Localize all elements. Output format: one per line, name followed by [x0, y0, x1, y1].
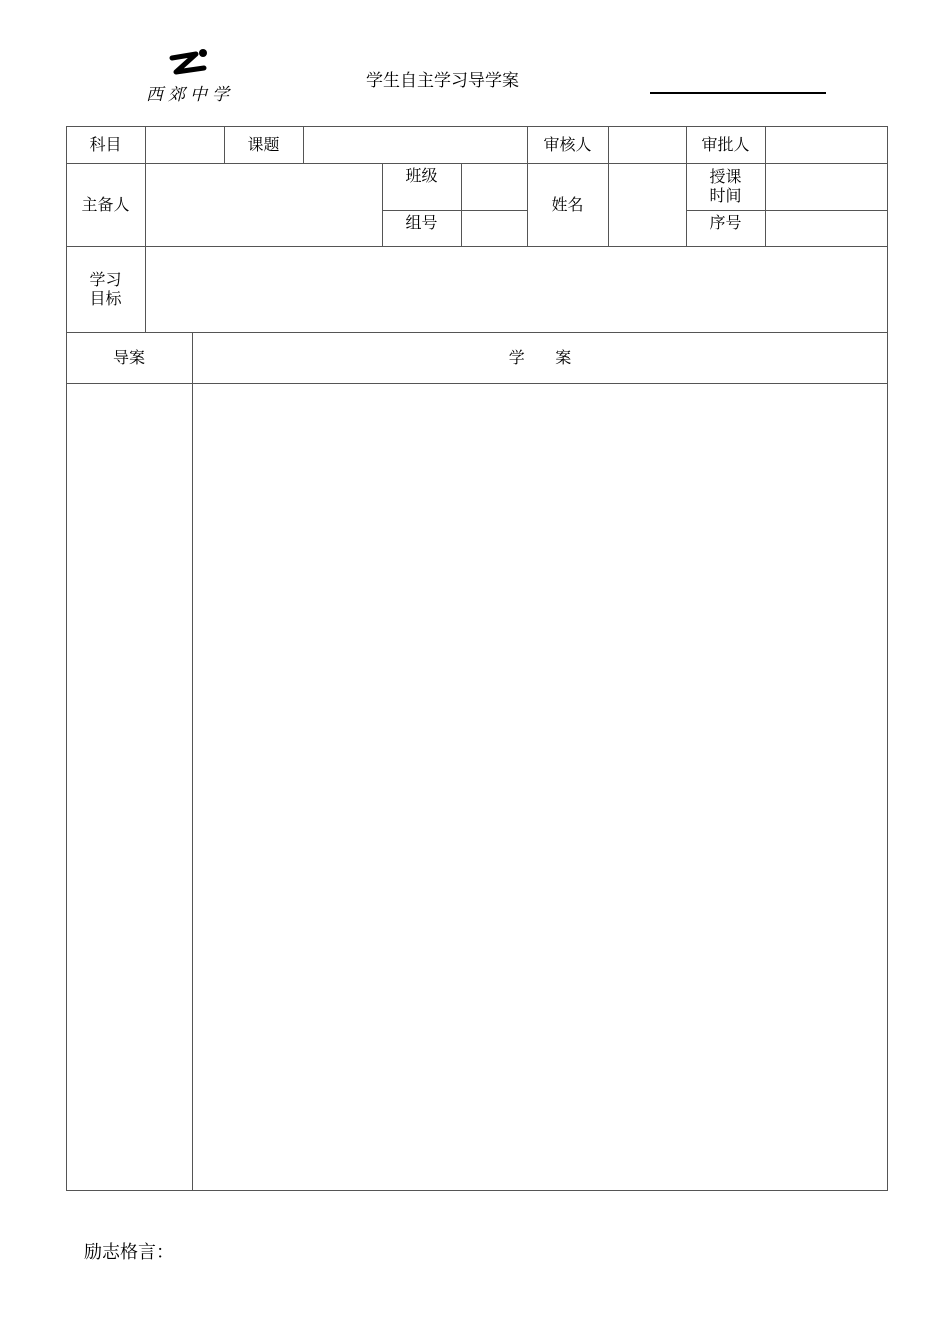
group-label: 组号 [405, 212, 438, 232]
sequence-label: 序号 [709, 212, 742, 232]
topic-label: 课题 [247, 135, 280, 154]
sequence-field[interactable] [765, 210, 888, 246]
motto-label: 励志格言： [84, 1242, 174, 1263]
document-title: 学生自主学习导学案 [366, 71, 519, 91]
title-blank-line[interactable] [650, 92, 826, 94]
subject-label: 科目 [89, 135, 122, 154]
school-name: 西郊中学 [146, 85, 234, 105]
subject-field[interactable] [145, 126, 224, 163]
reviewer-field[interactable] [608, 126, 686, 163]
preparer-field[interactable] [145, 163, 382, 246]
runner-logo-icon [166, 48, 212, 78]
approver-field[interactable] [765, 126, 888, 163]
class-label: 班级 [405, 165, 438, 185]
teach-time-label: 授课 时间 [709, 167, 742, 205]
group-field[interactable] [461, 210, 527, 246]
class-field[interactable] [461, 163, 527, 210]
approver-label: 审批人 [701, 135, 750, 154]
objectives-label: 学习 目标 [89, 270, 122, 308]
guide-plan-content[interactable] [66, 383, 192, 1191]
teach-time-field[interactable] [765, 163, 888, 210]
name-label: 姓名 [551, 195, 584, 214]
study-plan-content[interactable] [192, 383, 888, 1191]
objectives-field[interactable] [145, 246, 888, 332]
school-logo [140, 48, 250, 104]
guide-plan-header: 导案 [112, 348, 145, 367]
reviewer-label: 审核人 [543, 135, 592, 154]
study-plan-header: 学 案 [508, 348, 572, 367]
name-field[interactable] [608, 163, 686, 246]
preparer-label: 主备人 [81, 195, 130, 214]
topic-field[interactable] [303, 126, 527, 163]
